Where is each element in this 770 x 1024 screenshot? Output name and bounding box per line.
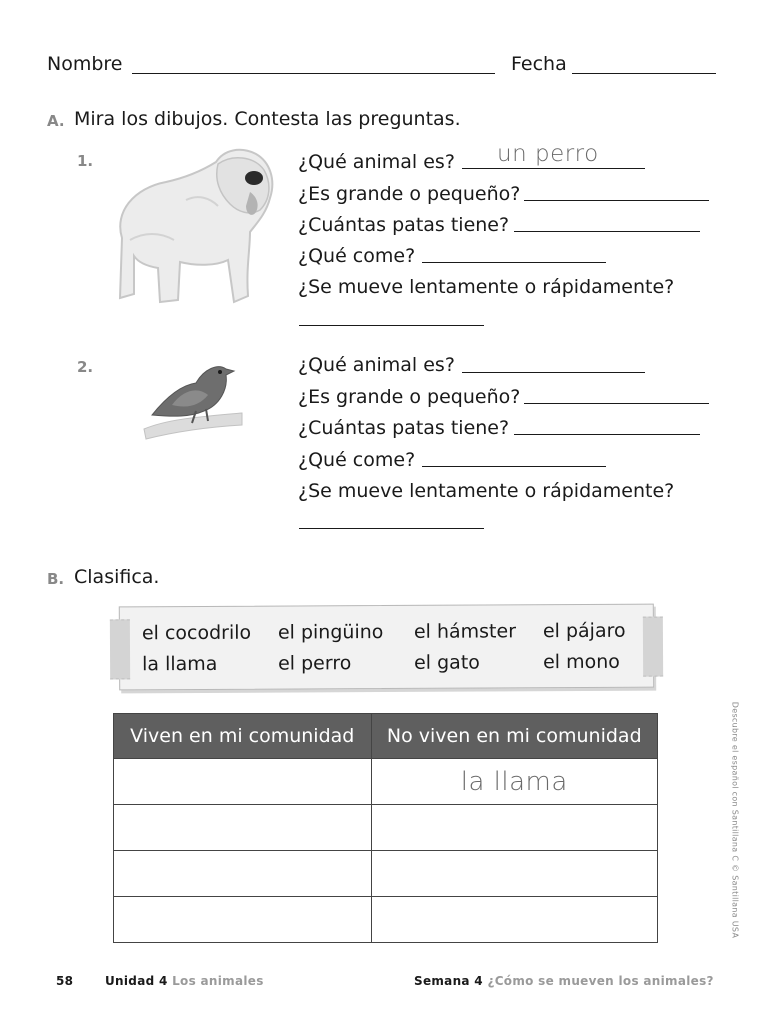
date-label: Fecha — [511, 53, 567, 75]
word-bank-item: la llama — [142, 652, 218, 676]
name-answer-line[interactable] — [132, 73, 495, 74]
item-1-answer-line-3[interactable] — [514, 231, 700, 232]
table-row — [114, 897, 658, 943]
table-row — [114, 805, 658, 851]
dog-illustration — [100, 140, 280, 310]
table-cell[interactable]: la llama — [371, 759, 657, 805]
date-answer-line[interactable] — [572, 73, 716, 74]
item-2-answer-line-3[interactable] — [514, 434, 700, 435]
section-a-instruction: Mira los dibujos. Contesta las preguntas. — [74, 108, 461, 130]
word-bank-item: el gato — [414, 651, 480, 674]
table-cell[interactable] — [114, 805, 372, 851]
section-a-letter: A. — [47, 112, 65, 130]
word-bank — [119, 604, 654, 691]
item-1-number: 1. — [77, 152, 94, 170]
footer-unit — [105, 974, 264, 988]
word-bank-item: el perro — [278, 652, 352, 675]
table-cell[interactable] — [371, 897, 657, 943]
word-bank-item: el hámster — [413, 620, 517, 643]
table-row — [114, 851, 658, 897]
item-1-answer-line-4[interactable] — [422, 262, 606, 263]
word-bank-item: el cocodrilo — [141, 621, 252, 645]
table-cell[interactable] — [114, 897, 372, 943]
word-bank-item: el pingüino — [277, 621, 384, 644]
item-1-answer-line-5[interactable] — [299, 325, 484, 326]
column-header-not-live-in-community: No viven en mi comunidad — [371, 714, 657, 759]
item-1-question-3: ¿Cuántas patas tiene? — [298, 214, 510, 236]
tape-left — [110, 619, 130, 679]
copyright-notice: Descubre el español con Santillana C © Santillana USA — [730, 701, 740, 939]
item-2-question-1: ¿Qué animal es? — [298, 354, 455, 376]
table-header-row — [114, 714, 658, 759]
section-b-instruction: Clasifica. — [74, 566, 160, 588]
tape-right — [643, 617, 663, 677]
word-bank-item: el mono — [543, 650, 620, 674]
table-row — [114, 759, 658, 805]
footer-week — [414, 974, 714, 988]
item-2-answer-line-1[interactable] — [462, 372, 645, 373]
item-1-question-1: ¿Qué animal es? — [298, 151, 455, 173]
footer-week-label: Semana 4 — [414, 974, 483, 988]
item-1-question-4: ¿Qué come? — [298, 245, 416, 267]
item-2-number: 2. — [77, 358, 94, 376]
footer-unit-title: Los animales — [172, 974, 264, 988]
table-cell[interactable] — [371, 805, 657, 851]
item-2-question-5: ¿Se mueve lentamente o rápidamente? — [298, 480, 675, 502]
footer-week-title: ¿Cómo se mueven los animales? — [487, 974, 714, 988]
classification-table — [113, 713, 658, 943]
item-2-answer-line-5[interactable] — [299, 528, 484, 529]
table-cell[interactable] — [114, 851, 372, 897]
item-2-question-4: ¿Qué come? — [298, 449, 416, 471]
word-bank-item: el pájaro — [542, 619, 626, 643]
name-label: Nombre — [47, 53, 123, 75]
item-1-answer-line-2[interactable] — [524, 200, 709, 201]
page-number: 58 — [56, 974, 74, 988]
section-b-letter: B. — [47, 570, 65, 588]
table-cell[interactable] — [114, 759, 372, 805]
item-1-answer-line-1[interactable] — [462, 168, 645, 169]
item-1-question-2: ¿Es grande o pequeño? — [298, 183, 521, 205]
item-2-question-3: ¿Cuántas patas tiene? — [298, 417, 510, 439]
item-1-question-5: ¿Se mueve lentamente o rápidamente? — [298, 276, 675, 298]
item-1-answer-handwritten: un perro — [497, 141, 599, 167]
item-2-question-2: ¿Es grande o pequeño? — [298, 386, 521, 408]
bird-illustration — [138, 355, 248, 445]
column-header-live-in-community: Viven en mi comunidad — [114, 714, 372, 759]
table-cell[interactable] — [371, 851, 657, 897]
item-2-answer-line-4[interactable] — [422, 466, 606, 467]
footer-unit-label: Unidad 4 — [105, 974, 168, 988]
item-2-answer-line-2[interactable] — [524, 403, 709, 404]
